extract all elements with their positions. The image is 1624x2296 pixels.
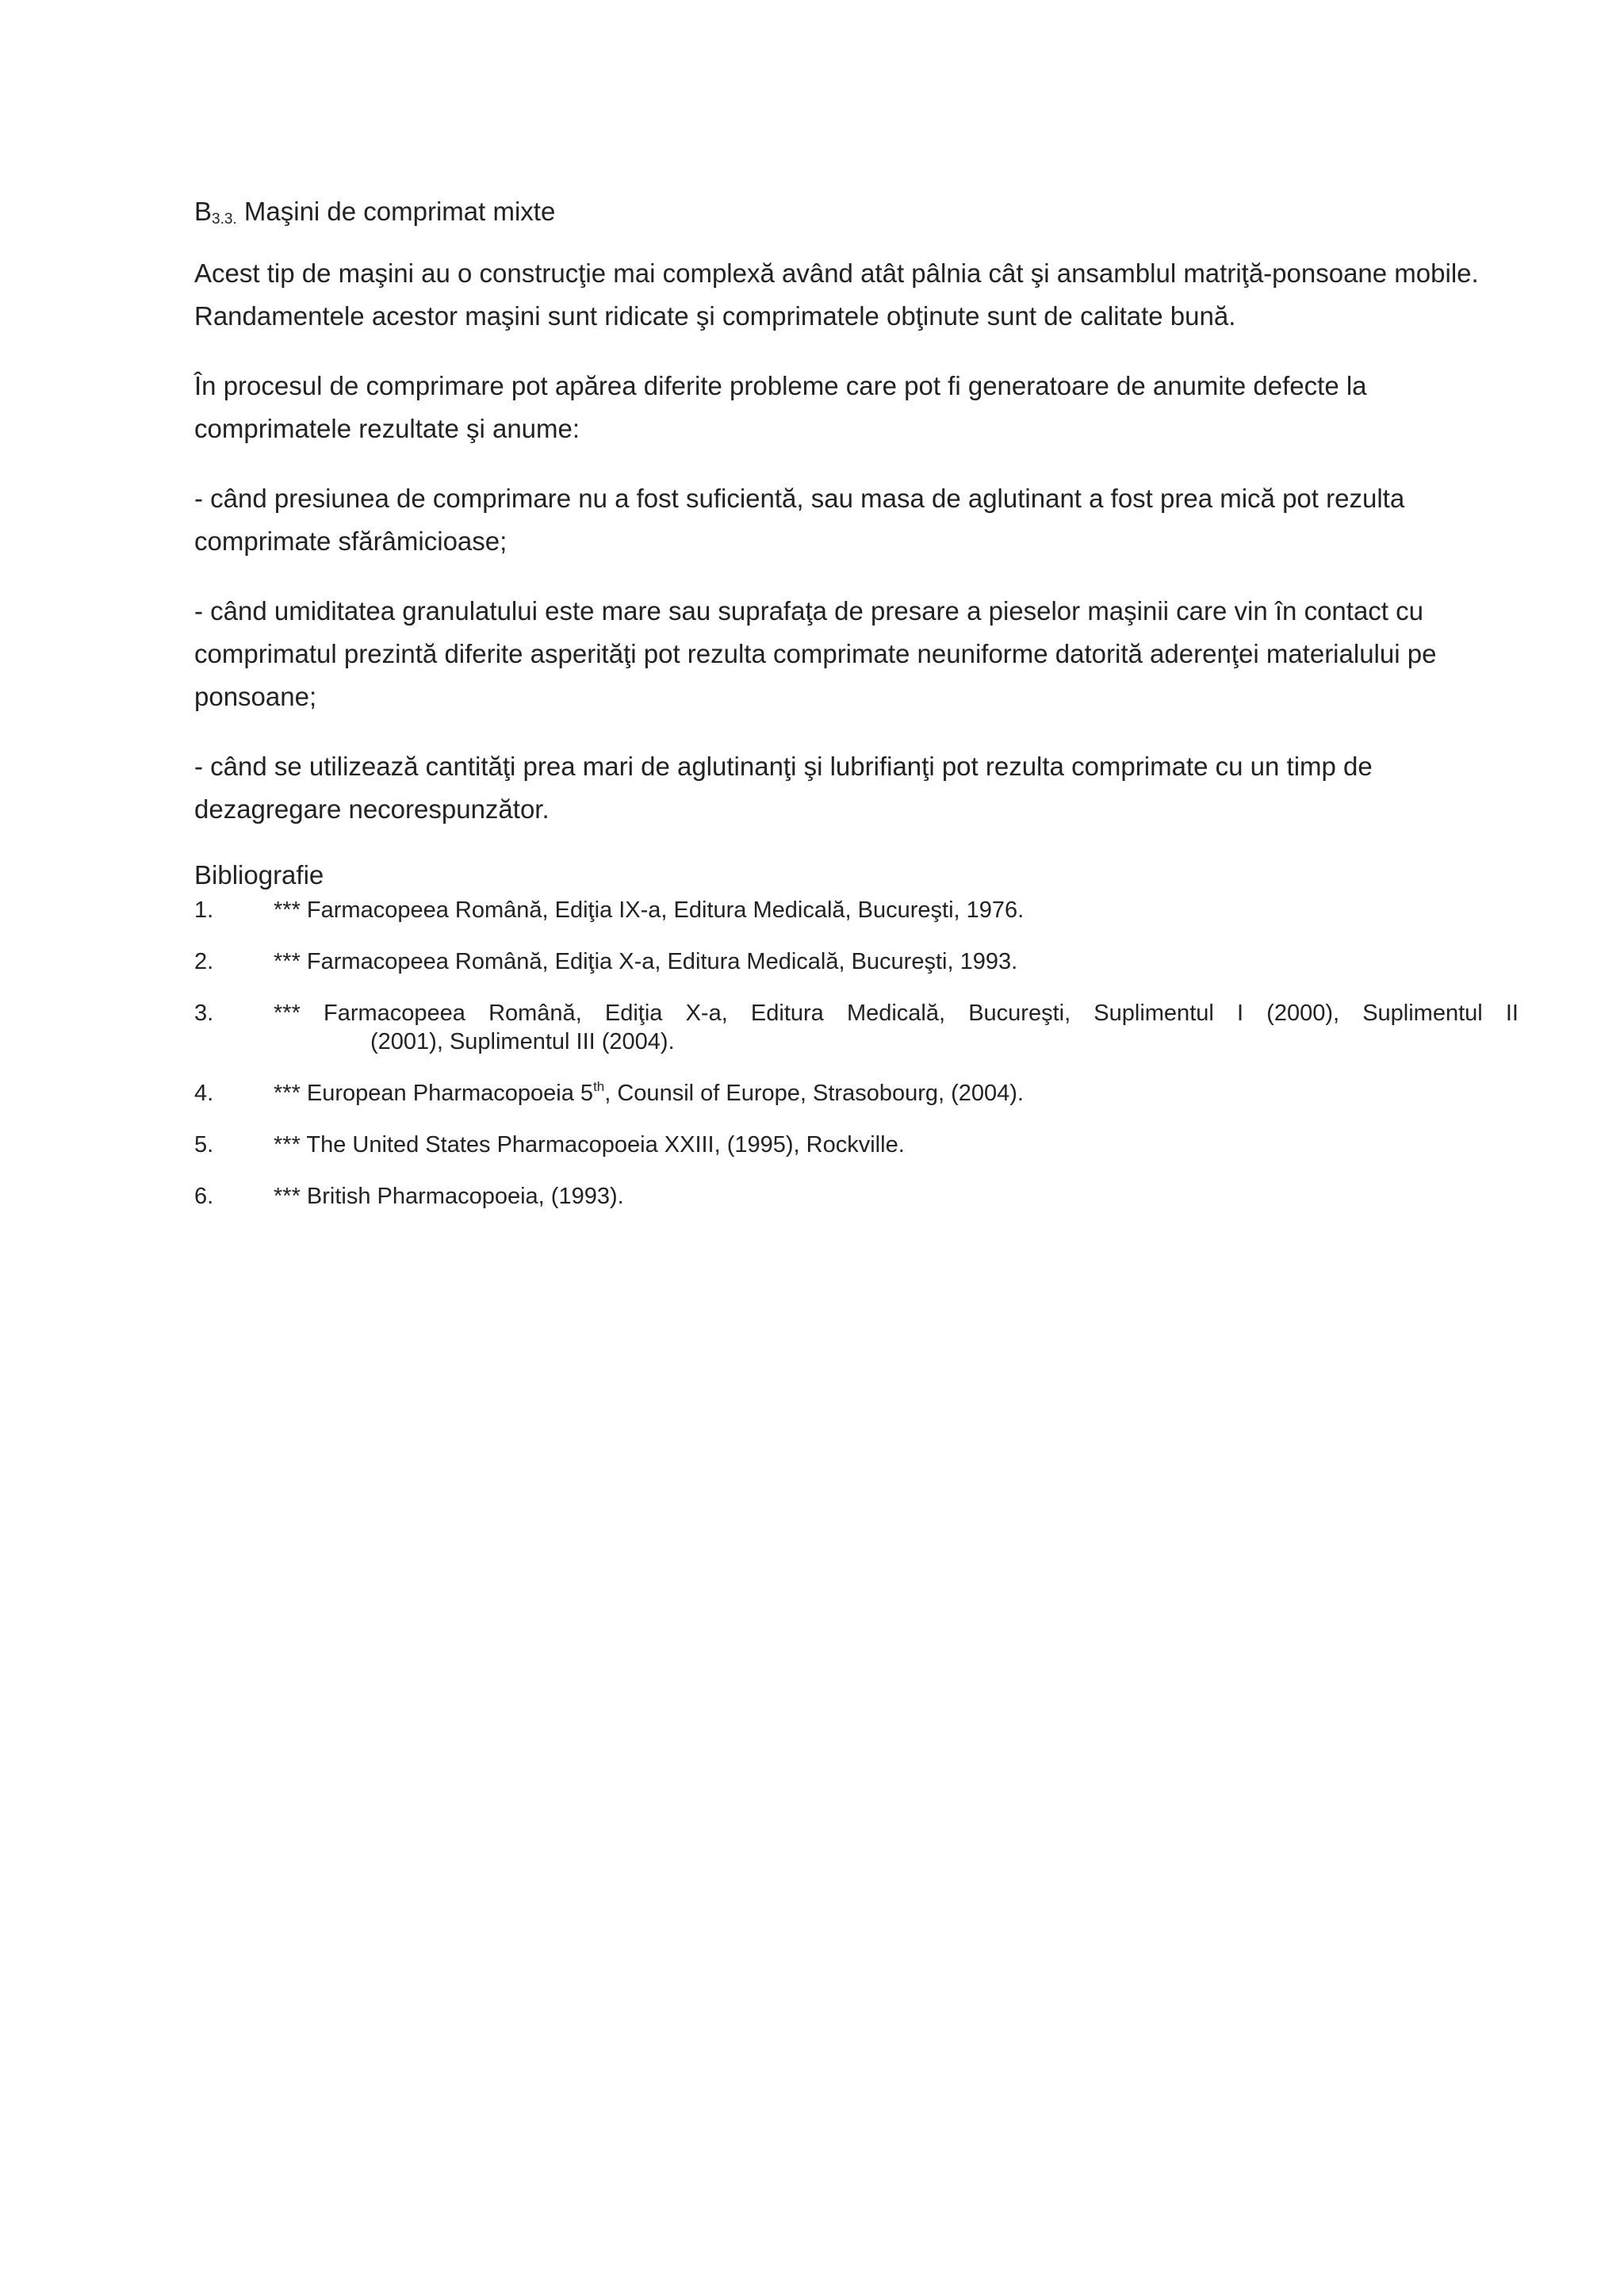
paragraph-problems: În procesul de comprimare pot apărea diferite probleme care pot fi generatoare de anumite defecte la comprimatele rezultate şi anume: xyxy=(194,371,1367,443)
bibliography-item-text-line2: (2001), Suplimentul III (2004). xyxy=(370,1029,675,1054)
heading-prefix: B xyxy=(194,197,213,226)
bibliography-item-number: 4. xyxy=(194,1081,214,1106)
bibliography-item-number: 5. xyxy=(194,1132,214,1158)
bibliography-item-superscript: th xyxy=(593,1079,605,1094)
bibliography-item-text-line1: *** Farmacopeea Română, Ediţia X-a, Editura Medicală, Bucureşti, Suplimentul I (2000), Suplimentul II xyxy=(274,1001,1519,1026)
bibliography-item xyxy=(194,896,1519,924)
section-heading xyxy=(194,190,1519,233)
paragraph-defect-friable: - când presiunea de comprimare nu a fost suficientă, sau masa de aglutinant a fost prea mică pot rezulta comprimate sfărâmicioase; xyxy=(194,484,1405,556)
bibliography-item xyxy=(194,999,1519,1056)
bibliography-item-text xyxy=(274,999,1519,1056)
heading-subscript: 3.3. xyxy=(212,211,237,228)
paragraph-defect-nonuniform: - când umiditatea granulatului este mare sau suprafaţa de presare a pieselor maşinii care vin în contact cu comprimatul prezintă diferite asperităţi pot rezulta comprimate neuniforme datorită aderenţei materialului pe ponsoane; xyxy=(194,596,1437,711)
bibliography-item-number: 1. xyxy=(194,897,214,923)
bibliography-list xyxy=(194,896,1519,1211)
bibliography-item-text: *** British Pharmacopoeia, (1993). xyxy=(274,1184,624,1209)
bibliography-item xyxy=(194,1182,1519,1211)
bibliography-title: Bibliografie xyxy=(194,860,324,890)
bibliography-item-number: 6. xyxy=(194,1184,214,1209)
bibliography-item-text: *** The United States Pharmacopoeia XXIII, (1995), Rockville. xyxy=(274,1132,905,1158)
bibliography-item-text-after: , Counsil of Europe, Strasobourg, (2004). xyxy=(604,1081,1024,1106)
paragraph-defect-disintegration: - când se utilizează cantităţi prea mari de aglutinanţi şi lubrifianţi pot rezulta comprimate cu un timp de dezagregare necorespunzător. xyxy=(194,752,1373,824)
heading-title: Maşini de comprimat mixte xyxy=(243,197,556,226)
bibliography-item xyxy=(194,947,1519,976)
bibliography-item-text: *** Farmacopeea Română, Ediţia IX-a, Editura Medicală, Bucureşti, 1976. xyxy=(274,897,1025,923)
bibliography-item-text-before: *** European Pharmacopoeia 5 xyxy=(274,1081,594,1106)
document-content xyxy=(194,190,1519,1234)
paragraph-intro: Acest tip de maşini au o construcţie mai complexă având atât pâlnia cât şi ansamblul matriţă-ponsoane mobile. Randamentele acestor maşini sunt ridicate şi comprimatele obţinute sunt de calitate bună. xyxy=(194,258,1479,331)
bibliography-item-number: 2. xyxy=(194,949,214,974)
bibliography-item-text: *** Farmacopeea Română, Ediţia X-a, Editura Medicală, Bucureşti, 1993. xyxy=(274,949,1018,974)
bibliography-item-number: 3. xyxy=(194,1001,214,1026)
bibliography-item xyxy=(194,1131,1519,1159)
bibliography-item xyxy=(194,1079,1519,1108)
bibliography-item-text xyxy=(274,1079,1519,1108)
